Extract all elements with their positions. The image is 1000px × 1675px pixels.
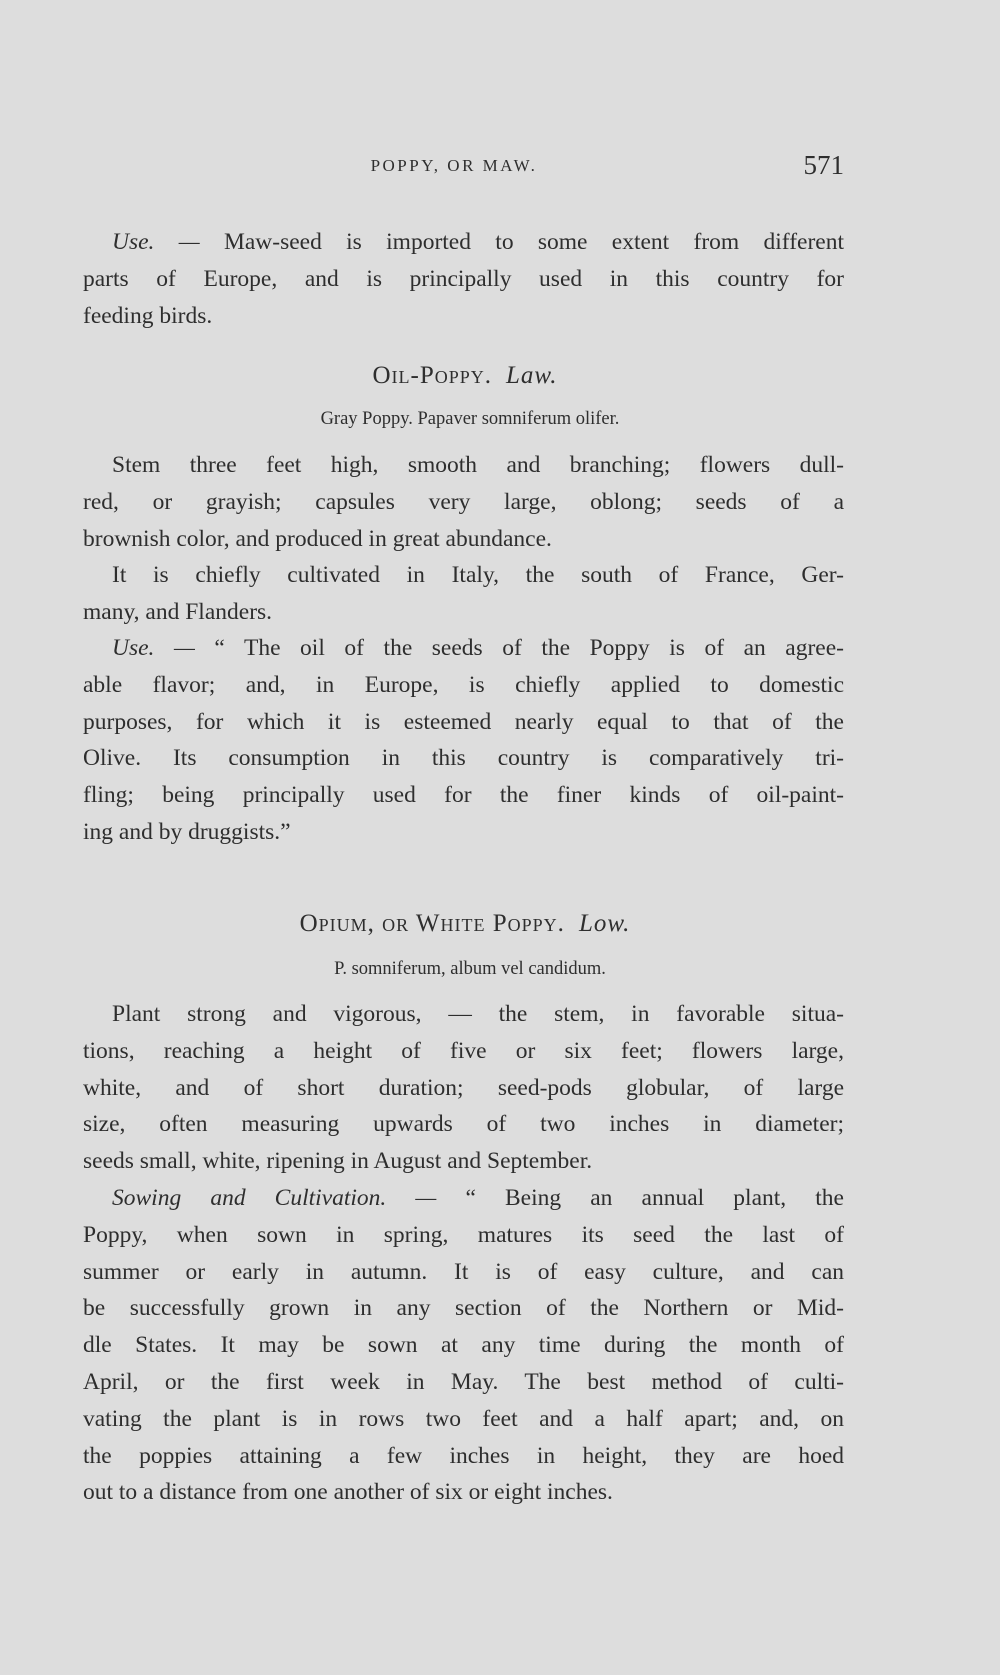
line-text: “ Being an annual plant, the [465, 1185, 844, 1211]
text-line [83, 224, 844, 261]
running-title: POPPY, OR MAW. [370, 156, 538, 175]
line-text: Maw-seed is imported to some extent from different [223, 229, 844, 255]
page-number: 571 [803, 150, 844, 180]
text-line [83, 630, 844, 667]
line-text: seeds small, white, ripening in August and September. [83, 1148, 593, 1175]
paragraph-sowing-cultivation [83, 1180, 844, 1511]
synonyms-opium-poppy: P. somniferum, album vel candidum. [334, 959, 606, 979]
line-text: April, or the first week in May. The best method of culti- [83, 1368, 844, 1395]
run-in-heading: Sowing and Cultivation. — [112, 1185, 466, 1211]
line-text: parts of Europe, and is principally used in this country for [83, 265, 844, 292]
title-text: Oil-Poppy. [372, 362, 493, 389]
text-line [83, 1143, 844, 1180]
text-line [83, 298, 844, 335]
text-line [83, 1033, 844, 1070]
text-line [83, 1254, 844, 1291]
text-line [83, 777, 844, 814]
paragraph-maw-use [83, 224, 844, 334]
title-text: Opium, or White Poppy. [299, 910, 565, 937]
line-text: the poppies attaining a few inches in height, they are hoed [83, 1442, 844, 1469]
text-line [83, 557, 844, 594]
line-text: be successfully grown in any section of the Northern or Mid- [83, 1295, 844, 1322]
line-text: Olive. Its consumption in this country is comparatively tri- [83, 745, 844, 772]
line-text: It is chiefly cultivated in Italy, the south of France, Ger- [112, 562, 844, 588]
line-text: feeding birds. [83, 302, 213, 329]
line-text: vating the plant is in rows two feet and a half apart; and, on [83, 1405, 844, 1432]
line-text: white, and of short duration; seed-pods globular, of large [83, 1074, 844, 1101]
text-line [83, 521, 844, 558]
text-line [83, 1180, 844, 1217]
title-note: Law. [506, 362, 558, 389]
text-line [83, 704, 844, 741]
run-in-heading: Use. — [112, 635, 215, 661]
text-line [83, 1364, 844, 1401]
text-line [83, 1327, 844, 1364]
text-line [83, 814, 844, 851]
paragraph-description [83, 996, 844, 1180]
line-text: Stem three feet high, smooth and branching; flowers dull- [112, 452, 844, 478]
text-line [83, 594, 844, 631]
paragraph-cultivation-region [83, 557, 844, 631]
line-text: out to a distance from one another of six or eight inches. [83, 1479, 613, 1506]
title-note: Low. [578, 910, 631, 937]
line-text: red, or grayish; capsules very large, oblong; seeds of a [83, 488, 844, 515]
text-line [83, 484, 844, 521]
section-title-oil-poppy [0, 362, 930, 390]
text-line [83, 447, 844, 484]
section-title-opium-poppy [0, 910, 930, 938]
line-text: many, and Flanders. [83, 598, 273, 625]
text-line [83, 261, 844, 298]
text-line [83, 740, 844, 777]
run-in-heading: Use. — [112, 229, 224, 255]
line-text: fling; being principally used for the finer kinds of oil-paint- [83, 782, 844, 809]
line-text: purposes, for which it is esteemed nearly equal to that of the [83, 708, 844, 735]
line-text: summer or early in autumn. It is of easy culture, and can [83, 1258, 844, 1285]
text-line [83, 1474, 844, 1511]
synonyms-oil-poppy: Gray Poppy. Papaver somniferum olifer. [320, 409, 620, 429]
paragraph-use [83, 630, 844, 851]
line-text: Plant strong and vigorous, — the stem, in favorable situa- [112, 1001, 844, 1027]
line-text: dle States. It may be sown at any time during the month of [83, 1332, 844, 1359]
text-line [83, 1290, 844, 1327]
line-text: Poppy, when sown in spring, matures its seed the last of [83, 1221, 844, 1248]
line-text: size, often measuring upwards of two inches in diameter; [83, 1111, 844, 1138]
line-text: brownish color, and produced in great abundance. [83, 525, 552, 552]
text-line [83, 996, 844, 1033]
line-text: “ The oil of the seeds of the Poppy is of an agree- [214, 635, 844, 661]
text-line [83, 1401, 844, 1438]
text-line [83, 1106, 844, 1143]
line-text: tions, reaching a height of five or six feet; flowers large, [83, 1037, 844, 1064]
text-line [83, 1217, 844, 1254]
line-text: ing and by druggists.” [83, 818, 291, 845]
paragraph-description [83, 447, 844, 557]
line-text: able flavor; and, in Europe, is chiefly applied to domestic [83, 671, 844, 698]
text-line [83, 667, 844, 704]
text-line [83, 1070, 844, 1107]
text-line [83, 1438, 844, 1475]
